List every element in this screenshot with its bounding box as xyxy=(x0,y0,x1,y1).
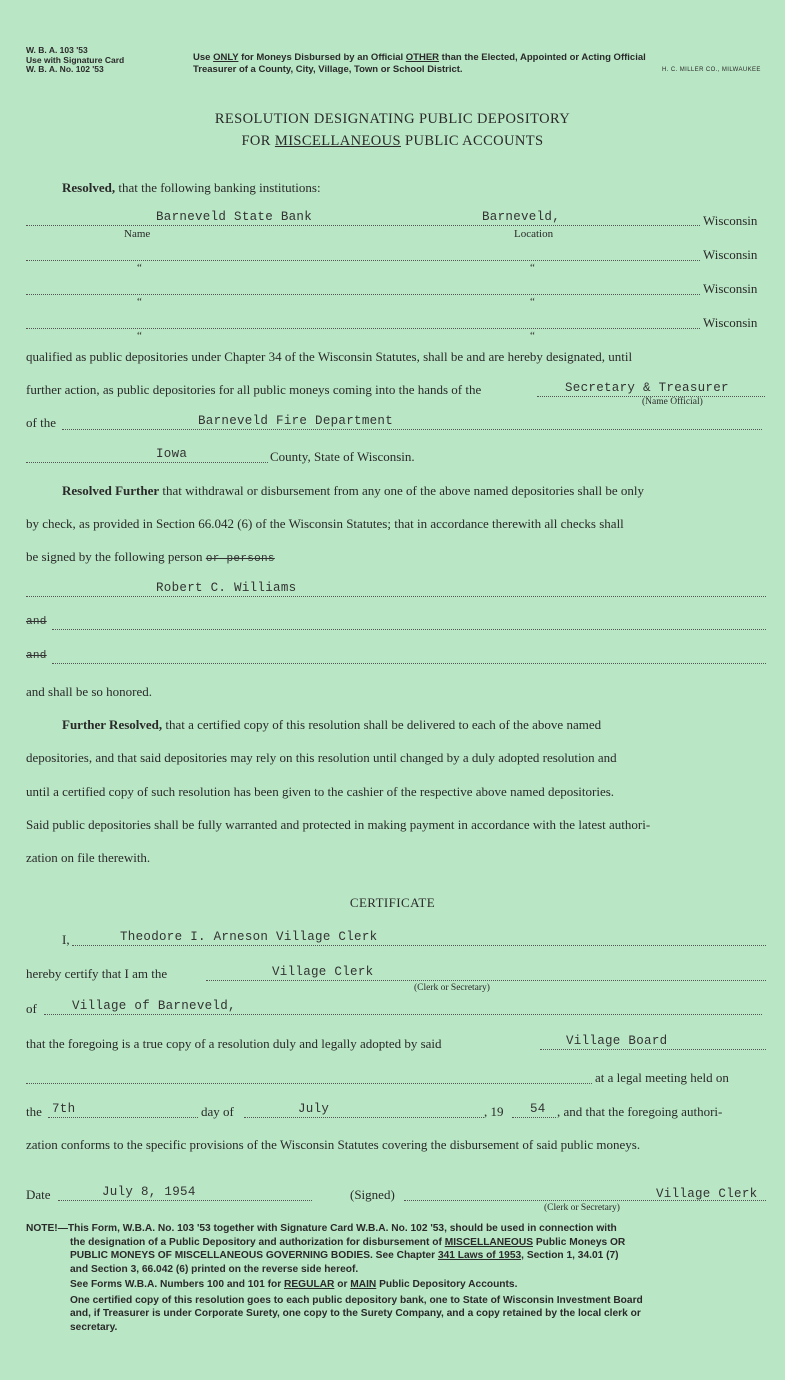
note-regular: REGULAR xyxy=(284,1279,335,1290)
bank-line-1[interactable] xyxy=(26,225,700,226)
struck-and: and xyxy=(26,650,47,662)
usage-text: for Moneys Disbursed by an Official xyxy=(238,52,406,63)
signed-date: July 8, 1954 xyxy=(102,1185,196,1199)
struck-text: or persons xyxy=(205,553,275,565)
usage-text: than the Elected, Appointed or Acting Official xyxy=(439,52,646,63)
year-suffix: , and that the foregoing authori- xyxy=(557,1104,723,1119)
certifier-name: Theodore I. Arneson Village Clerk xyxy=(120,930,378,944)
note-laws: 341 Laws of 1953, xyxy=(437,1250,525,1261)
signer-intro: be signed by the following person xyxy=(26,549,206,564)
day-of-label: day of xyxy=(201,1104,234,1119)
clerk-label: (Clerk or Secretary) xyxy=(414,983,490,993)
further-resolved-line5: zation on file therewith. xyxy=(26,850,151,865)
certificate-i-label: I, xyxy=(62,932,70,947)
resolved-further-line1 xyxy=(62,483,644,499)
printer-mark: H. C. MILLER CO., MILWAUKEE xyxy=(662,67,761,73)
state-label: Wisconsin xyxy=(703,281,758,296)
year-prefix: , 19 xyxy=(484,1104,504,1119)
state-label: Wisconsin xyxy=(703,213,758,228)
foregoing-text: that the foregoing is a true copy of a resolution duly and legally adopted by said xyxy=(26,1036,442,1051)
resolved-further-line2: by check, as provided in Section 66.042 (6) of the Wisconsin Statutes; that in accordance therewith all checks shall xyxy=(26,516,624,531)
resolved-intro xyxy=(62,180,321,196)
further-resolved-bold: Further Resolved, xyxy=(62,717,163,732)
further-resolved-line4: Said public depositories shall be fully warranted and protected in making payment in accordance with the latest authori- xyxy=(26,817,651,832)
clerk-title: Village Clerk xyxy=(272,965,374,979)
month-line[interactable] xyxy=(244,1117,484,1118)
certifier-line[interactable] xyxy=(72,945,766,946)
ditto-mark: “ xyxy=(137,330,142,342)
further-resolved-line3: until a certified copy of such resolution has been given to the cashier of the respective above named depositories. xyxy=(26,784,615,799)
signer-name: Robert C. Williams xyxy=(156,581,297,595)
meeting-day: 7th xyxy=(52,1102,76,1116)
county-name: Iowa xyxy=(156,447,188,461)
resolved-bold: Resolved, xyxy=(62,180,116,195)
name-label: Name xyxy=(124,228,151,240)
struck-and: and xyxy=(26,616,47,628)
note-main: MAIN xyxy=(350,1279,377,1290)
village-name: Village of Barneveld, xyxy=(72,999,236,1013)
note-text: Public Depository Accounts. xyxy=(376,1279,518,1290)
signed-clerk-label: (Clerk or Secretary) xyxy=(544,1203,620,1213)
note-line xyxy=(26,1236,771,1250)
signed-label: (Signed) xyxy=(350,1187,395,1202)
note-line: One certified copy of this resolution goes to each public depository bank, one to State of Wisconsin Investment Board xyxy=(70,1294,643,1306)
of-the-label: of the xyxy=(26,415,56,430)
title-text: FOR xyxy=(241,133,275,149)
bank-name: Barneveld State Bank xyxy=(156,210,313,224)
bank-location: Barneveld, xyxy=(482,210,561,224)
resolved-further-text: that withdrawal or disbursement from any one of the above named depositories shall be only xyxy=(159,483,644,498)
honored-line: and shall be so honored. xyxy=(26,684,153,699)
bank-line-2[interactable] xyxy=(26,260,700,261)
signer-line-1[interactable] xyxy=(26,596,766,597)
state-label: Wisconsin xyxy=(703,315,758,330)
note-text: or xyxy=(334,1279,351,1290)
bank-line-3[interactable] xyxy=(26,294,700,295)
note-text: PUBLIC MONEYS OF MISCELLANEOUS GOVERNING BODIES. See Chapter xyxy=(70,1250,438,1261)
usage-text: Use xyxy=(193,52,214,63)
note-line: and Section 3, 66.042 (6) printed on the reverse side hereof. xyxy=(70,1263,359,1275)
certificate-heading: CERTIFICATE xyxy=(349,895,436,910)
board-name: Village Board xyxy=(566,1034,668,1048)
bank-line-4[interactable] xyxy=(26,328,700,329)
official-label: (Name Official) xyxy=(642,397,703,407)
footer-note xyxy=(26,1222,771,1334)
qualified-paragraph: qualified as public depositories under Chapter 34 of the Wisconsin Statutes, shall be and are hereby designated, until xyxy=(26,349,633,364)
note-text: Section 1, 34.01 (7) xyxy=(524,1250,619,1261)
meeting-month: July xyxy=(298,1102,330,1116)
note-text: the designation of a Public Depository and authorization for disbursement of xyxy=(70,1236,445,1248)
location-label: Location xyxy=(514,228,554,240)
ditto-mark: “ xyxy=(530,296,535,308)
county-line[interactable] xyxy=(26,462,268,463)
further-action-line: further action, as public depositories for all public moneys coming into the hands of the xyxy=(26,382,482,397)
the-label: the xyxy=(26,1104,42,1119)
further-resolved-line2: depositories, and that said depositories may rely on this resolution until changed by a duly adopted resolution and xyxy=(26,750,617,765)
clerk-title-line[interactable] xyxy=(206,980,766,981)
ditto-mark: “ xyxy=(137,296,142,308)
year-line[interactable] xyxy=(512,1117,556,1118)
usage-other: OTHER xyxy=(405,52,440,63)
note-line: secretary. xyxy=(70,1321,118,1333)
meeting-year: 54 xyxy=(530,1102,546,1116)
date-label: Date xyxy=(26,1187,51,1202)
note-text: Public Moneys OR xyxy=(533,1236,626,1248)
county-suffix: County, State of Wisconsin. xyxy=(270,449,415,464)
signed-title: Village Clerk xyxy=(656,1187,758,1201)
day-line[interactable] xyxy=(48,1117,198,1118)
usage-only: ONLY xyxy=(213,52,239,63)
usage-notice xyxy=(193,52,646,75)
date-line[interactable] xyxy=(58,1200,312,1201)
resolved-further-bold: Resolved Further xyxy=(62,483,160,498)
note-line: NOTE!—This Form, W.B.A. No. 103 '53 together with Signature Card W.B.A. No. 102 '53, should be used in connection with xyxy=(26,1223,617,1234)
ditto-mark: “ xyxy=(137,262,142,274)
further-resolved-text: that a certified copy of this resolution shall be delivered to each of the above named xyxy=(162,717,602,732)
conforms-text: zation conforms to the specific provisions of the Wisconsin Statutes covering the disbursement of said public moneys. xyxy=(26,1137,641,1152)
department-name: Barneveld Fire Department xyxy=(198,414,394,428)
signer-line-3[interactable] xyxy=(52,663,766,664)
meeting-line[interactable] xyxy=(26,1083,592,1084)
note-text: See Forms W.B.A. Numbers 100 and 101 for xyxy=(70,1279,285,1290)
form-number-line: W. B. A. 103 '53 xyxy=(26,45,88,55)
signer-line-2[interactable] xyxy=(52,629,766,630)
board-line[interactable] xyxy=(540,1049,766,1050)
usage-text-2: Treasurer of a County, City, Village, Town or School District. xyxy=(193,63,463,75)
certify-text: hereby certify that I am the xyxy=(26,966,168,981)
village-line[interactable] xyxy=(44,1014,762,1015)
document-title-line2 xyxy=(0,133,785,150)
department-line[interactable] xyxy=(62,429,762,430)
meeting-text: at a legal meeting held on xyxy=(595,1070,729,1085)
of-label: of xyxy=(26,1001,37,1016)
form-number-line: Use with Signature Card xyxy=(26,54,125,65)
title-miscellaneous: MISCELLANEOUS xyxy=(274,133,401,149)
resolved-further-line3 xyxy=(26,549,275,565)
note-line xyxy=(26,1278,771,1292)
official-name: Secretary & Treasurer xyxy=(565,381,729,395)
note-miscellaneous: MISCELLANEOUS xyxy=(444,1236,533,1248)
document-title-line1: RESOLUTION DESIGNATING PUBLIC DEPOSITORY xyxy=(214,111,571,127)
ditto-mark: “ xyxy=(530,262,535,274)
note-line xyxy=(26,1249,771,1263)
resolved-text: that the following banking institutions: xyxy=(115,180,321,195)
form-number-line: W. B. A. No. 102 '53 xyxy=(26,64,104,74)
further-resolved-line1 xyxy=(62,717,601,733)
form-number-block xyxy=(26,46,124,75)
note-line: and, if Treasurer is under Corporate Surety, one copy to the Surety Company, and a copy retained by the local clerk or xyxy=(70,1308,641,1319)
ditto-mark: “ xyxy=(530,330,535,342)
state-label: Wisconsin xyxy=(703,247,758,262)
title-text: PUBLIC ACCOUNTS xyxy=(400,133,544,149)
